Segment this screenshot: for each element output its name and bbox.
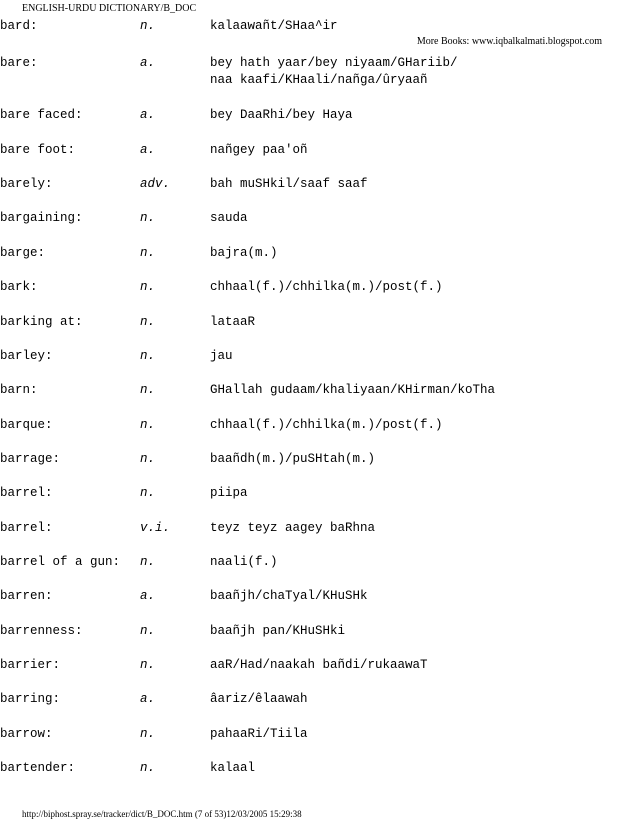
entry-meaning: chhaal(f.)/chhilka(m.)/post(f.) [210,418,443,432]
dictionary-entry [0,107,638,124]
entry-word: bare faced: [0,108,83,122]
entry-part-of-speech: a. [140,108,156,122]
entry-part-of-speech: n. [140,555,156,569]
dictionary-entry [0,142,638,159]
dictionary-entry [0,657,638,674]
entry-part-of-speech: n. [140,658,156,672]
entry-word: barrage: [0,452,61,466]
dictionary-entry [0,691,638,708]
dictionary-entry [0,554,638,571]
entry-part-of-speech: n. [140,727,156,741]
entry-meaning: aaR/Had/naakah bañdi/rukaawaT [210,658,428,672]
entry-part-of-speech: n. [140,761,156,775]
entry-word: barren: [0,589,53,603]
entry-word: bard: [0,19,38,33]
entry-meaning: jau [210,349,233,363]
entry-meaning: teyz teyz aagey baRhna [210,521,376,535]
entry-meaning: sauda [210,211,248,225]
dictionary-entry [0,417,638,434]
entry-part-of-speech: n. [140,349,156,363]
entry-word: bargaining: [0,211,83,225]
dictionary-entry [0,623,638,640]
entry-part-of-speech: n. [140,315,156,329]
entry-meaning: piipa [210,486,248,500]
entry-part-of-speech: a. [140,692,156,706]
dictionary-entry [0,314,638,331]
entry-meaning: âariz/êlaawah [210,692,308,706]
entry-word: barring: [0,692,61,706]
entry-part-of-speech: n. [140,211,156,225]
more-books-link[interactable]: More Books: www.iqbalkalmati.blogspot.com [416,36,602,47]
dictionary-entry [0,588,638,605]
dictionary-entry [0,176,638,193]
entry-meaning: nañgey paa'oñ [210,143,308,157]
entry-word: barn: [0,383,38,397]
entry-word: barrow: [0,727,53,741]
entry-meaning: baañdh(m.)/puSHtah(m.) [210,452,376,466]
entry-word: barrenness: [0,624,83,638]
entry-meaning: chhaal(f.)/chhilka(m.)/post(f.) [210,280,443,294]
dictionary-entry [0,451,638,468]
entry-part-of-speech: a. [140,56,156,70]
entry-word: bare foot: [0,143,76,157]
entry-word: barking at: [0,315,83,329]
entry-word: barrel: [0,521,53,535]
entry-meaning: bah muSHkil/saaf saaf [210,177,368,191]
entry-meaning: naali(f.) [210,555,278,569]
dictionary-entry [0,760,638,777]
entry-meaning: bajra(m.) [210,246,278,260]
entry-word: barge: [0,246,46,260]
entry-meaning: lataaR [210,315,256,329]
entry-meaning: pahaaRi/Tiila [210,727,308,741]
entry-word: barrier: [0,658,61,672]
dictionary-entry [0,210,638,227]
entry-meaning: GHallah gudaam/khaliyaan/KHirman/koTha [210,383,496,397]
entry-meaning: kalaal [210,761,256,775]
entry-word: bartender: [0,761,76,775]
dictionary-entry [0,245,638,262]
entry-meaning: bey DaaRhi/bey Haya [210,108,353,122]
entry-part-of-speech: n. [140,246,156,260]
entry-meaning: kalaawañt/SHaa^ir [210,19,338,33]
entry-meaning: bey hath yaar/bey niyaam/GHariib/ naa kaafi/KHaali/nañga/ûryaañ [210,56,458,87]
entry-part-of-speech: n. [140,624,156,638]
entry-part-of-speech: v.i. [140,521,171,535]
entry-word: barley: [0,349,53,363]
entry-word: barrel of a gun: [0,555,121,569]
entry-meaning: baañjh/chaTyal/KHuSHk [210,589,368,603]
entry-part-of-speech: n. [140,452,156,466]
entry-word: barque: [0,418,53,432]
dictionary-entry [0,55,638,89]
entry-word: bare: [0,56,38,70]
dictionary-entry [0,348,638,365]
dictionary-entry [0,726,638,743]
entry-part-of-speech: n. [140,486,156,500]
entry-word: barely: [0,177,53,191]
entry-part-of-speech: n. [140,383,156,397]
entry-meaning: baañjh pan/KHuSHki [210,624,346,638]
entry-part-of-speech: n. [140,19,156,33]
dictionary-entry [0,18,638,35]
entry-word: bark: [0,280,38,294]
entry-part-of-speech: a. [140,589,156,603]
entry-part-of-speech: a. [140,143,156,157]
entry-part-of-speech: adv. [140,177,171,191]
dictionary-entry [0,485,638,502]
entry-part-of-speech: n. [140,280,156,294]
dictionary-entry [0,520,638,537]
entry-word: barrel: [0,486,53,500]
dictionary-entry [0,382,638,399]
footer-url: http://biphost.spray.se/tracker/dict/B_DOC.htm (7 of 53)12/03/2005 15:29:38 [22,809,302,819]
entry-part-of-speech: n. [140,418,156,432]
dictionary-entry [0,279,638,296]
page-header-title: ENGLISH-URDU DICTIONARY/B_DOC [22,3,197,14]
